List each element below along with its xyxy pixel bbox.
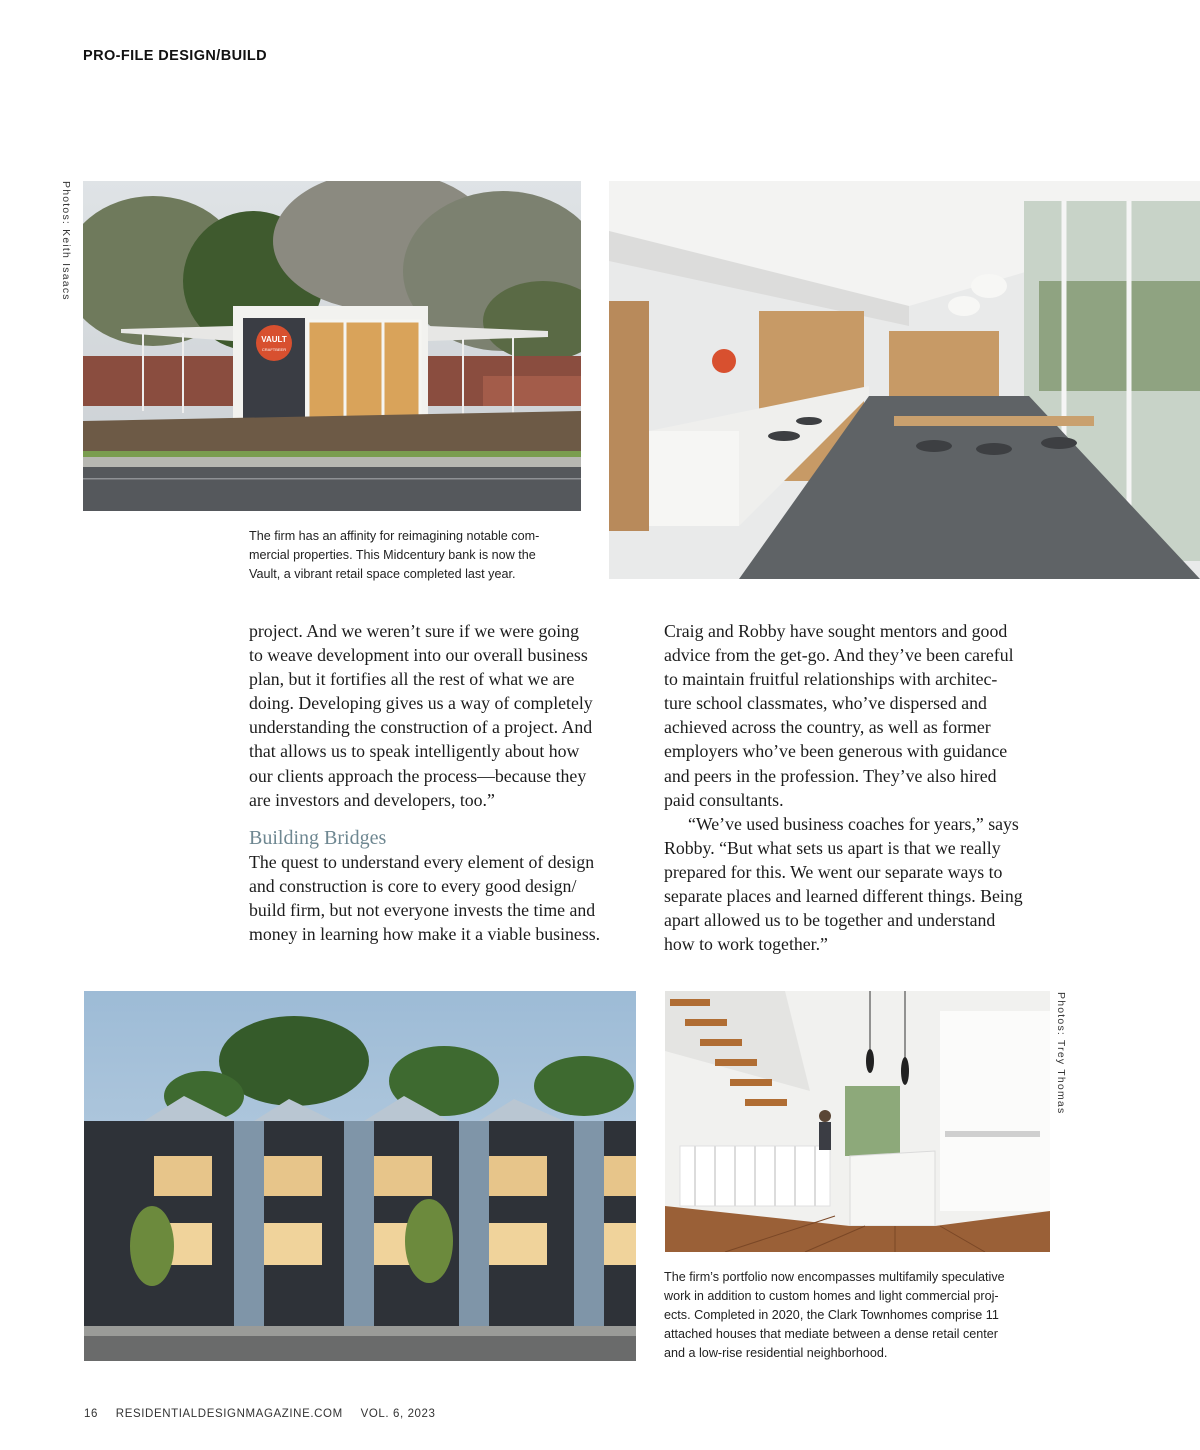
photo-credit-bottom: Photos: Trey Thomas — [1055, 992, 1067, 1115]
page-number: 16 — [84, 1408, 98, 1420]
paragraph: The quest to understand every element of design and construction is core to every good design/ build firm, but not everyone invests the time and money in learning how make it a viable business. — [249, 851, 601, 945]
vault-sign-text: VAULT — [261, 335, 287, 344]
paragraph: Craig and Robby have sought mentors and good advice from the get-go. And they’ve been careful to maintain fruitful relationships with architec- ture school classmates, who’ve dispersed and achieved across the country, as well as former employers who’ve been generous with guidance and peers in the profession. They’ve also hired paid consultants. — [664, 621, 1014, 810]
footer-site-link[interactable]: RESIDENTIALDESIGNMAGAZINE.COM — [115, 1408, 343, 1420]
article-column-1 — [249, 619, 639, 946]
vault-sign-subtext: CRAFTBEER — [261, 347, 287, 352]
subhead: Building Bridges — [249, 826, 387, 849]
section-label: PRO-FILE DESIGN/BUILD — [83, 48, 268, 64]
photo-credit-top: Photos: Keith Isaacs — [60, 181, 72, 301]
page-footer — [84, 1408, 450, 1420]
article-column-2 — [664, 619, 1064, 956]
paragraph: “We’ve used business coaches for years,” says Robby. “But what sets us apart is that we really prepared for this. We went our separate ways to separate places and learned different things. Being apart allowed us to be together and understand how to work together.” — [664, 813, 1023, 955]
top-photo-caption: The firm has an affinity for reimagining notable com- mercial properties. This Midcentury bank is now the Vault, a vibrant retail space completed last year. — [249, 529, 540, 581]
vault-interior-photo — [609, 181, 1200, 579]
vault-exterior-photo — [83, 181, 581, 511]
footer-volume: VOL. 6, 2023 — [360, 1408, 436, 1420]
townhomes-photo — [84, 991, 636, 1361]
bottom-photo-caption: The firm’s portfolio now encompasses multifamily speculative work in addition to custom homes and light commercial proj- ects. Completed in 2020, the Clark Townhomes comprise 11 attached houses that mediate between a dense retail center and a low-rise residential neighborhood. — [664, 1270, 1005, 1360]
paragraph: project. And we weren’t sure if we were going to weave development into our overall business plan, but it fortifies all the rest of what we are doing. Developing gives us a way of completely understanding the construction of a project. And that allows us to speak intelligently about how our clients approach the process—because they are investors and developers, too.” — [249, 621, 593, 810]
townhome-interior-photo — [665, 991, 1050, 1252]
